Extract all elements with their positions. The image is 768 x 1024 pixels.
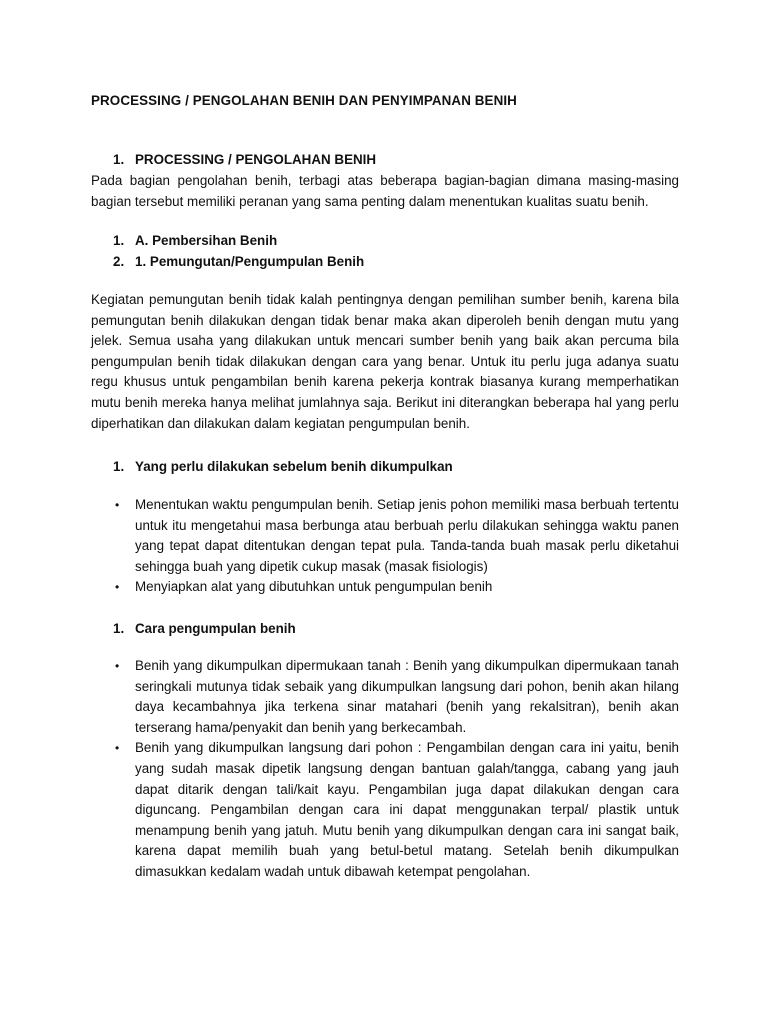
list-number: 1. [113, 459, 125, 474]
section-heading-label: Yang perlu dilakukan sebelum benih dikumpulkan [135, 459, 453, 474]
list-number: 1. [113, 233, 125, 248]
bullet-icon: • [115, 498, 120, 512]
section-heading-label: PROCESSING / PENGOLAHAN BENIH [135, 152, 377, 167]
document-title: PROCESSING / PENGOLAHAN BENIH DAN PENYIMPANAN BENIH [91, 93, 517, 108]
before-collection-bullets [113, 495, 679, 598]
bullet-icon: • [115, 580, 120, 595]
section-heading-before-collection [113, 457, 453, 478]
section-heading-label: Cara pengumpulan benih [135, 621, 296, 636]
collection-paragraph: Kegiatan pemungutan benih tidak kalah pentingnya dengan pemilihan sumber benih, karena bila pemungutan benih dilakukan dengan tidak benar maka akan diperoleh benih dengan mutu yang jelek. Semua usaha yang dilakukan untuk mencari sumber benih yang baik akan percuma bila pengumpulan benih tidak dilakukan dengan cara yang benar. Untuk itu perlu juga adanya suatu regu khusus untuk pengambilan benih karena pekerja kontrak biasanya kurang memperhatikan mutu benih mereka hanya melihat jumlahnya saja. Berikut ini diterangkan beberapa hal yang perlu diperhatikan dan dilakukan dalam kegiatan pengumpulan benih. [91, 292, 679, 431]
subitem-label: A. Pembersihan Benih [135, 233, 278, 248]
list-number: 1. [113, 152, 125, 167]
list-item-text: Menentukan waktu pengumpulan benih. Setiap jenis pohon memiliki masa berbuah tertentu untuk itu mengetahui masa berbunga atau berbuah perlu dilakukan sehingga waktu panen yang tepat dapat ditentukan dengan tepat pula. Tanda-tanda buah masak perlu diketahui sehingga buah yang dipetik cukup masak (masak fisiologis) [135, 497, 679, 574]
subitem-label: 1. Pemungutan/Pengumpulan Benih [135, 254, 365, 269]
section-heading-processing [113, 150, 376, 171]
section-heading-collection-method [113, 619, 296, 640]
bullet-icon: • [115, 659, 120, 673]
intro-paragraph: Pada bagian pengolahan benih, terbagi atas beberapa bagian-bagian dimana masing-masing bagian tersebut memiliki peranan yang sama penting dalam menentukan kualitas suatu benih. [91, 173, 679, 209]
list-item [113, 738, 679, 882]
subitem-pemungutan [113, 252, 364, 273]
list-item [113, 495, 679, 577]
bullet-icon: • [115, 741, 120, 756]
list-item [113, 656, 679, 738]
subitem-pembersihan [113, 231, 277, 252]
list-item-text: Menyiapkan alat yang dibutuhkan untuk pengumpulan benih [135, 579, 493, 595]
list-number: 2. [113, 254, 125, 269]
list-item [113, 577, 679, 598]
collection-method-bullets [113, 656, 679, 883]
list-item-text: Benih yang dikumpulkan langsung dari pohon : Pengambilan dengan cara ini yaitu, benih yang sudah masak dipetik langsung dengan bantuan galah/tangga, cabang yang jauh dapat ditarik dengan tali/kait kayu. Pengambilan juga dapat dilakukan dengan cara diguncang. Pengambilan dengan cara ini dapat menggunakan terpal/ plastik untuk menampung benih yang jatuh. Mutu benih yang dikumpulkan dengan cara ini sangat baik, karena dapat memilih buah yang betul-betul matang. Setelah benih dikumpulkan dimasukkan kedalam wadah untuk dibawah ketempat pengolahan. [135, 740, 679, 879]
list-item-text: Benih yang dikumpulkan dipermukaan tanah : Benih yang dikumpulkan dipermukaan tanah seringkali mutunya tidak sebaik yang dikumpulkan langsung dari pohon, benih akan hilang daya kecambahnya jika terkena sinar matahari (benih yang rekalsitran), benih akan terserang hama/penyakit dan benih yang berkecambah. [135, 658, 679, 735]
list-number: 1. [113, 621, 125, 636]
